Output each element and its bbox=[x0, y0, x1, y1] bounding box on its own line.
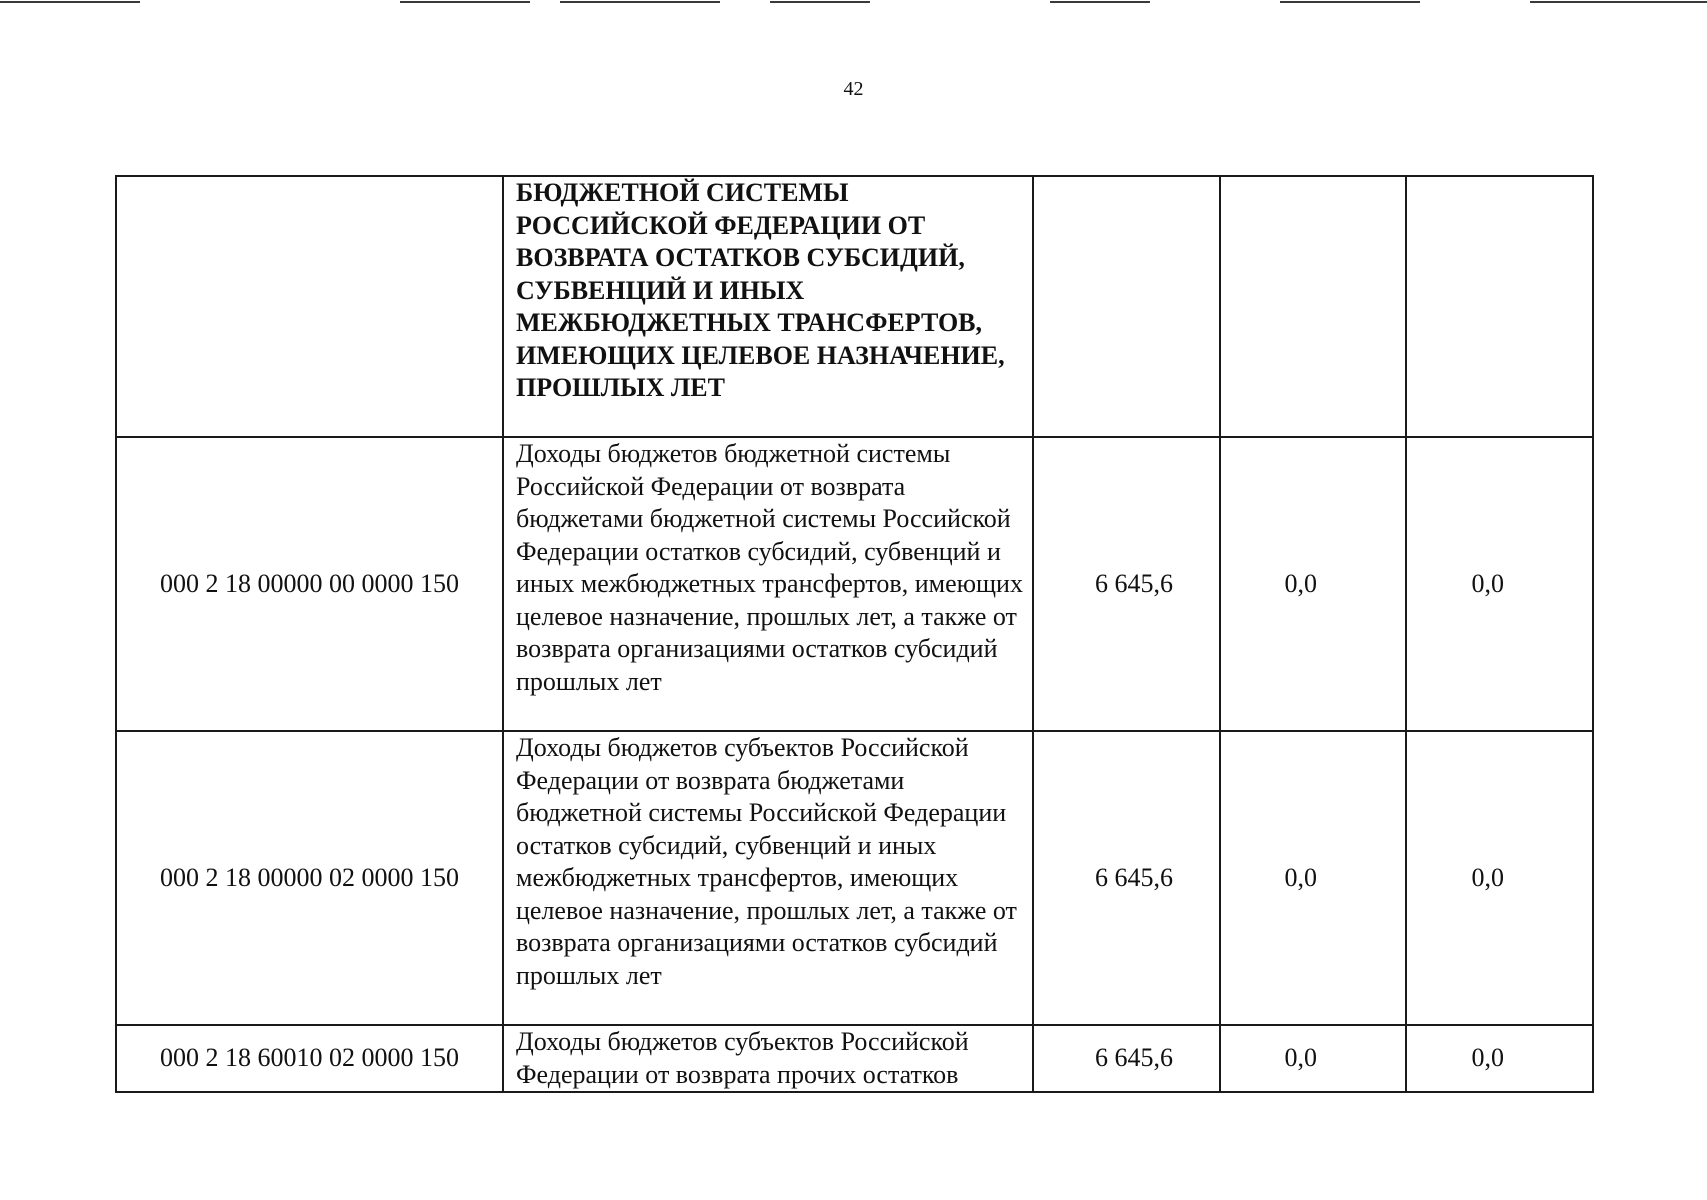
value-cell-1: 6 645,6 bbox=[1033, 437, 1220, 731]
value-cell-3: 0,0 bbox=[1406, 437, 1593, 731]
value-cell-1: 6 645,6 bbox=[1033, 731, 1220, 1025]
scan-edge-line bbox=[770, 1, 870, 3]
value-cell-2: 0,0 bbox=[1220, 437, 1406, 731]
scan-edge-line bbox=[1050, 1, 1150, 3]
value-cell-3: 0,0 bbox=[1406, 731, 1593, 1025]
budget-code-cell: 000 2 18 60010 02 0000 150 bbox=[116, 1025, 503, 1092]
value-cell-1: 6 645,6 bbox=[1033, 1025, 1220, 1092]
scan-edge-line bbox=[400, 1, 530, 3]
scan-edge-line bbox=[1280, 1, 1420, 3]
budget-table bbox=[115, 175, 1594, 1093]
income-name-cell: Доходы бюджетов субъектов Российской Федерации от возврата прочих остатков bbox=[503, 1025, 1033, 1092]
page-number: 42 bbox=[843, 78, 864, 100]
income-name-cell: Доходы бюджетов бюджетной системы Российской Федерации от возврата бюджетами бюджетной системы Российской Федерации остатков субсидий, субвенций и иных межбюджетных трансфертов, имеющих целевое назначение, прошлых лет, а также от возврата организациями остатков субсидий прошлых лет bbox=[503, 437, 1033, 731]
table-row bbox=[116, 176, 1593, 437]
value-cell-3: 0,0 bbox=[1406, 1025, 1593, 1092]
value-cell-1 bbox=[1033, 176, 1220, 437]
budget-code-cell bbox=[116, 176, 503, 437]
table-row bbox=[116, 437, 1593, 731]
scan-edge-line bbox=[0, 1, 140, 3]
value-cell-3 bbox=[1406, 176, 1593, 437]
budget-code-cell: 000 2 18 00000 00 0000 150 bbox=[116, 437, 503, 731]
value-cell-2: 0,0 bbox=[1220, 1025, 1406, 1092]
income-name-cell: Доходы бюджетов субъектов Российской Федерации от возврата бюджетами бюджетной системы Российской Федерации остатков субсидий, субвенций и иных межбюджетных трансфертов, имеющих целевое назначение, прошлых лет, а также от возврата организациями остатков субсидий прошлых лет bbox=[503, 731, 1033, 1025]
table-row bbox=[116, 1025, 1593, 1092]
table-row bbox=[116, 731, 1593, 1025]
income-name-cell: БЮДЖЕТНОЙ СИСТЕМЫ РОССИЙСКОЙ ФЕДЕРАЦИИ ОТ ВОЗВРАТА ОСТАТКОВ СУБСИДИЙ, СУБВЕНЦИЙ И ИНЫХ МЕЖБЮДЖЕТНЫХ ТРАНСФЕРТОВ, ИМЕЮЩИХ ЦЕЛЕВОЕ НАЗНАЧЕНИЕ, ПРОШЛЫХ ЛЕТ bbox=[503, 176, 1033, 437]
value-cell-2 bbox=[1220, 176, 1406, 437]
scan-edge-line bbox=[1530, 1, 1707, 3]
value-cell-2: 0,0 bbox=[1220, 731, 1406, 1025]
budget-code-cell: 000 2 18 00000 02 0000 150 bbox=[116, 731, 503, 1025]
scan-edge-line bbox=[560, 1, 720, 3]
